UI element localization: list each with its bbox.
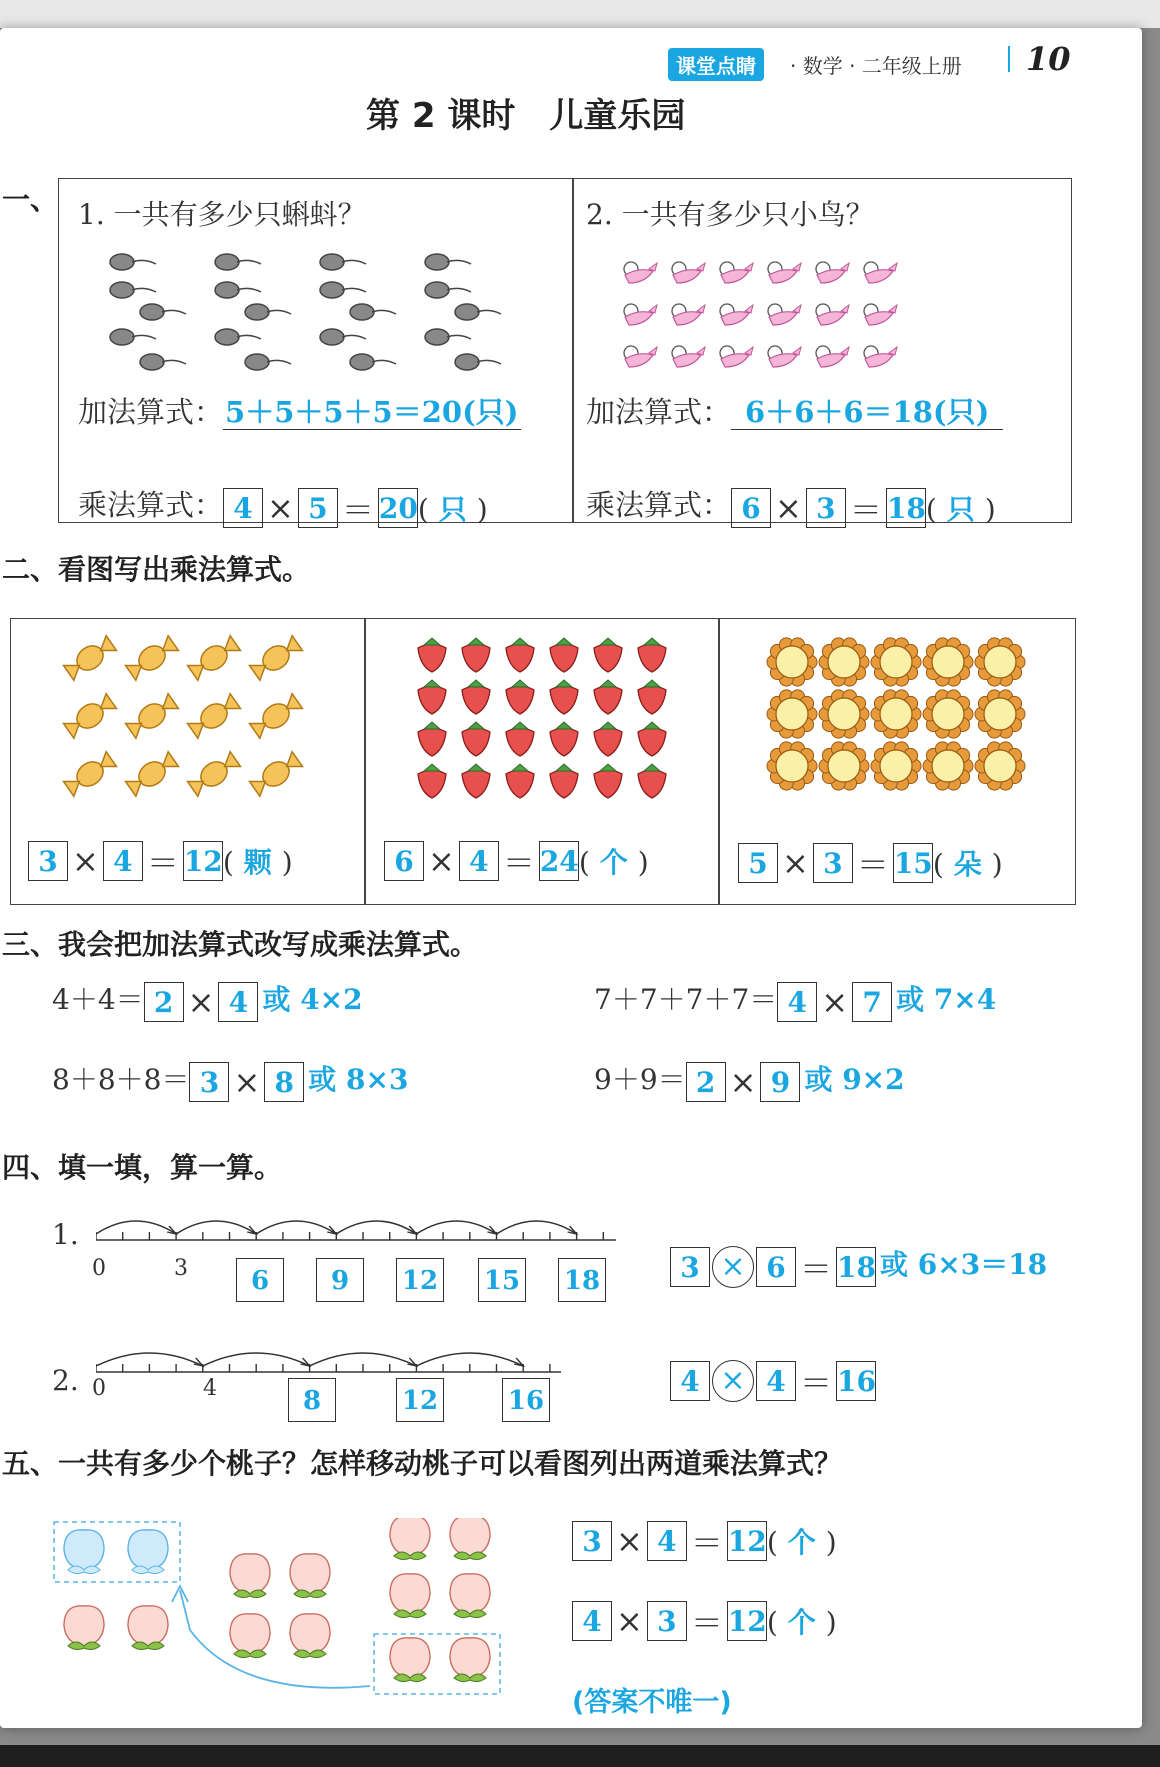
- numberline-1: [96, 1196, 626, 1256]
- s2-strawberry-factor-a: 6: [384, 841, 424, 881]
- bird-icon: [768, 346, 801, 367]
- s5-eq1-factor-a: 3: [572, 1521, 612, 1561]
- s4-2-product: 16: [836, 1361, 876, 1401]
- jump-arc: [96, 1221, 176, 1234]
- numberline-1-box: 12: [396, 1258, 444, 1302]
- tadpole-icon: [110, 254, 156, 270]
- tadpole-icon: [425, 254, 471, 270]
- viewer-bottom-bar: [0, 1745, 1160, 1767]
- section-1-number: 一、: [2, 183, 59, 216]
- s3-alt-2: 或 7×4: [896, 983, 997, 1016]
- worksheet-page: [0, 28, 1142, 1728]
- candy-icon: [186, 634, 241, 682]
- candy-icon: [62, 634, 117, 682]
- s2-candy-factor-b: 4: [103, 841, 143, 881]
- numberline-1-tick-3: 3: [174, 1256, 188, 1281]
- flower-icon: [767, 638, 817, 686]
- tadpole-icon: [320, 282, 366, 298]
- strawberry-icon: [550, 722, 578, 756]
- flower-icon: [819, 638, 869, 686]
- flower-icon: [819, 690, 869, 738]
- q1-add-label: 加法算式：: [78, 395, 224, 429]
- lparen: (: [222, 846, 234, 879]
- s5-eq2-factor-a: 4: [572, 1601, 612, 1641]
- s4-2-factor-b: 4: [756, 1361, 796, 1401]
- equals-sign: ＝: [502, 844, 535, 882]
- numberline-2-box: 8: [288, 1378, 336, 1422]
- s3-factor-a-1: 2: [144, 982, 184, 1022]
- s4-1-factor-b: 6: [756, 1247, 796, 1287]
- s3-alt-3: 或 8×3: [308, 1063, 409, 1096]
- question-1-text: 1. 一共有多少只蝌蚪？: [78, 198, 366, 231]
- s2-candy-factor-a: 3: [28, 841, 68, 881]
- s2-flower-product: 15: [893, 843, 933, 883]
- lparen: (: [417, 492, 429, 526]
- rparen: ): [825, 1606, 837, 1639]
- flower-icon: [923, 638, 973, 686]
- strawberry-icon: [638, 680, 666, 714]
- s3-expr-3: 8＋8＋8＝: [52, 1063, 190, 1096]
- flower-icon: [975, 638, 1025, 686]
- rparen: ): [825, 1526, 837, 1559]
- strawberry-icon: [594, 764, 622, 798]
- s3-factor-b-3: 8: [264, 1062, 304, 1102]
- q2-add-label: 加法算式：: [586, 395, 732, 429]
- tadpole-icon: [110, 329, 156, 345]
- numberline-1-label: 1.: [52, 1218, 79, 1251]
- s2-strawberry-unit: 个: [599, 846, 628, 879]
- tadpole-icon: [215, 329, 261, 345]
- s5-eq1-unit: 个: [787, 1526, 816, 1559]
- tadpole-icon: [215, 282, 261, 298]
- s2-strawberry-product: 24: [539, 841, 579, 881]
- times-sign: ×: [821, 982, 849, 1021]
- s4-2-operator: ×: [712, 1360, 754, 1402]
- s4-1-factor-a: 3: [670, 1247, 710, 1287]
- strawberry-icon: [506, 764, 534, 798]
- s4-2-factor-a: 4: [670, 1361, 710, 1401]
- equals-sign: ＝: [146, 844, 179, 882]
- viewer-top-bar: [0, 0, 1160, 28]
- strawberry-icon: [594, 722, 622, 756]
- rparen: ): [281, 846, 293, 879]
- equals-sign: ＝: [690, 1604, 723, 1642]
- q2-factor-a: 6: [731, 488, 771, 528]
- lparen: (: [932, 848, 944, 881]
- rparen: ): [991, 848, 1003, 881]
- peach-icon: [390, 1638, 430, 1682]
- jump-arc: [416, 1221, 496, 1234]
- equals-sign: ＝: [849, 490, 882, 529]
- tadpole-icon: [425, 282, 471, 298]
- strawberry-icon: [462, 764, 490, 798]
- candy-icon: [62, 692, 117, 740]
- strawberry-icon: [594, 638, 622, 672]
- strawberry-icon: [462, 722, 490, 756]
- s3-factor-b-2: 7: [852, 982, 892, 1022]
- section-4-title: 四、填一填，算一算。: [2, 1151, 283, 1184]
- lparen: (: [766, 1526, 778, 1559]
- q2-unit: 只: [946, 492, 975, 526]
- q1-add-equation: 5＋5＋5＋5＝20(只): [225, 395, 519, 429]
- bird-icon: [720, 304, 753, 325]
- flower-icon: [871, 690, 921, 738]
- jump-arc: [336, 1221, 416, 1234]
- bird-icon: [624, 304, 657, 325]
- header-subject: · 数学 · 二年级上册: [790, 54, 962, 78]
- peach-icon: [290, 1554, 330, 1598]
- equals-sign: ＝: [690, 1524, 723, 1562]
- birds-illustration: [615, 253, 915, 393]
- q1-unit: 只: [438, 492, 467, 526]
- tadpole-icon: [140, 304, 186, 320]
- flower-icon: [767, 742, 817, 790]
- bird-icon: [816, 346, 849, 367]
- numberline-1-box: 18: [558, 1258, 606, 1302]
- numberline-2-box: 12: [396, 1378, 444, 1422]
- numberline-1-box: 6: [236, 1258, 284, 1302]
- strawberries-illustration: [410, 628, 680, 818]
- q1-mul-label: 乘法算式：: [78, 488, 224, 522]
- lesson-title: 第 2 课时 儿童乐园: [366, 96, 686, 136]
- tadpole-icon: [455, 304, 501, 320]
- s3-expr-2: 7＋7＋7＋7＝: [594, 983, 778, 1016]
- tadpole-icon: [215, 254, 261, 270]
- jump-arc: [256, 1221, 336, 1234]
- answer-note: (答案不唯一): [572, 1687, 732, 1718]
- strawberry-icon: [550, 638, 578, 672]
- candy-icon: [186, 692, 241, 740]
- peach-icon: [290, 1614, 330, 1658]
- s3-factor-a-2: 4: [777, 982, 817, 1022]
- strawberry-icon: [638, 722, 666, 756]
- s4-1-operator: ×: [712, 1246, 754, 1288]
- flower-icon: [871, 742, 921, 790]
- times-sign: ×: [428, 842, 455, 880]
- times-sign: ×: [782, 844, 809, 882]
- bird-icon: [672, 304, 705, 325]
- times-sign: ×: [616, 1602, 643, 1640]
- candy-icon: [124, 634, 179, 682]
- peach-icon: [230, 1554, 270, 1598]
- bird-icon: [768, 304, 801, 325]
- peach-icon: [128, 1606, 168, 1650]
- equals-sign: ＝: [800, 1364, 833, 1402]
- candy-icon: [248, 634, 303, 682]
- q1-product: 20: [378, 488, 418, 528]
- s3-alt-1: 或 4×2: [262, 983, 363, 1016]
- page-number: 10: [1026, 40, 1071, 78]
- flower-icon: [975, 690, 1025, 738]
- times-sign: ×: [187, 982, 215, 1021]
- candy-icon: [124, 692, 179, 740]
- strawberry-icon: [462, 680, 490, 714]
- section-3-title: 三、我会把加法算式改写成乘法算式。: [2, 928, 479, 961]
- s3-factor-a-3: 3: [189, 1062, 229, 1102]
- strawberry-icon: [506, 638, 534, 672]
- s2-candy-unit: 颗: [243, 846, 272, 879]
- bird-icon: [720, 346, 753, 367]
- bird-icon: [864, 262, 897, 283]
- times-sign: ×: [729, 1062, 757, 1101]
- rparen: ): [476, 492, 488, 526]
- tadpole-icon: [245, 354, 291, 370]
- tadpole-icon: [425, 329, 471, 345]
- strawberry-icon: [418, 722, 446, 756]
- jump-arc: [497, 1221, 577, 1234]
- bird-icon: [624, 262, 657, 283]
- numberline-1-box: 9: [316, 1258, 364, 1302]
- s2-strawberry-factor-b: 4: [459, 841, 499, 881]
- bird-icon: [816, 304, 849, 325]
- strawberry-icon: [418, 638, 446, 672]
- flower-icon: [923, 742, 973, 790]
- s2-flower-factor-a: 5: [738, 843, 778, 883]
- strawberry-icon: [594, 680, 622, 714]
- strawberry-icon: [638, 764, 666, 798]
- flowers-illustration: [760, 628, 1040, 818]
- numberline-2-label: 2.: [52, 1364, 79, 1397]
- times-sign: ×: [267, 488, 294, 527]
- s4-1-product: 18: [836, 1247, 876, 1287]
- peach-icon: [450, 1574, 490, 1618]
- strawberry-icon: [418, 680, 446, 714]
- q1-factor-a: 4: [223, 488, 263, 528]
- strawberry-icon: [506, 680, 534, 714]
- s3-factor-b-4: 9: [760, 1062, 800, 1102]
- bird-icon: [672, 262, 705, 283]
- rparen: ): [984, 492, 996, 526]
- q2-factor-b: 3: [806, 488, 846, 528]
- numberline-2-box: 16: [502, 1378, 550, 1422]
- s3-factor-b-1: 4: [218, 982, 258, 1022]
- peach-icon: [128, 1530, 168, 1574]
- numberline-2-tick-0: 0: [92, 1376, 106, 1401]
- flower-icon: [975, 742, 1025, 790]
- tadpole-icon: [140, 354, 186, 370]
- candy-icon: [62, 750, 117, 798]
- times-sign: ×: [233, 1062, 261, 1101]
- strawberry-icon: [462, 638, 490, 672]
- bird-icon: [672, 346, 705, 367]
- jump-arc: [176, 1221, 256, 1234]
- peaches-illustration: [40, 1518, 520, 1718]
- s4-1-alt: 或 6×3＝18: [880, 1248, 1048, 1281]
- candy-icon: [124, 750, 179, 798]
- q2-product: 18: [886, 488, 926, 528]
- candy-icon: [248, 692, 303, 740]
- peach-icon: [390, 1574, 430, 1618]
- tadpole-icon: [320, 254, 366, 270]
- tadpole-icon: [350, 304, 396, 320]
- rparen: ): [637, 846, 649, 879]
- numberline-1-box: 15: [478, 1258, 526, 1302]
- s3-factor-a-4: 2: [686, 1062, 726, 1102]
- bird-icon: [864, 304, 897, 325]
- peach-icon: [450, 1638, 490, 1682]
- s2-flower-unit: 朵: [953, 848, 982, 881]
- strawberry-icon: [550, 764, 578, 798]
- s5-eq1-factor-b: 4: [647, 1521, 687, 1561]
- times-sign: ×: [72, 842, 99, 880]
- strawberry-icon: [506, 722, 534, 756]
- q2-mul-label: 乘法算式：: [586, 488, 732, 522]
- arrowhead: [172, 1586, 188, 1602]
- flower-icon: [767, 690, 817, 738]
- tadpole-icon: [320, 329, 366, 345]
- peach-icon: [450, 1518, 490, 1560]
- strawberry-icon: [638, 638, 666, 672]
- s2-candy-product: 12: [183, 841, 223, 881]
- question-2-text: 2. 一共有多少只小鸟？: [586, 198, 874, 231]
- bird-icon: [864, 346, 897, 367]
- peach-icon: [64, 1606, 104, 1650]
- tadpole-icon: [350, 354, 396, 370]
- q2-add-equation: 6＋6＋6＝18(只): [731, 395, 1003, 430]
- peach-icon: [390, 1518, 430, 1560]
- tadpole-icon: [110, 282, 156, 298]
- equals-sign: ＝: [800, 1249, 833, 1288]
- candy-icon: [248, 750, 303, 798]
- s2-flower-factor-b: 3: [813, 843, 853, 883]
- lparen: (: [766, 1606, 778, 1639]
- flower-icon: [923, 690, 973, 738]
- s5-eq1-product: 12: [727, 1521, 767, 1561]
- s5-eq2-factor-b: 3: [647, 1601, 687, 1641]
- s5-eq2-unit: 个: [787, 1606, 816, 1639]
- section-5-title: 五、一共有多少个桃子？怎样移动桃子可以看图列出两道乘法算式？: [2, 1447, 843, 1480]
- lparen: (: [578, 846, 590, 879]
- peach-icon: [64, 1530, 104, 1574]
- times-sign: ×: [775, 488, 802, 527]
- numberline-1-tick-0: 0: [92, 1256, 106, 1281]
- lparen: (: [925, 492, 937, 526]
- equals-sign: ＝: [856, 846, 889, 884]
- s3-alt-4: 或 9×2: [804, 1063, 905, 1096]
- strawberry-icon: [550, 680, 578, 714]
- times-sign: ×: [616, 1522, 643, 1560]
- strawberry-icon: [418, 764, 446, 798]
- s3-expr-4: 9＋9＝: [594, 1063, 686, 1096]
- tadpole-icon: [245, 304, 291, 320]
- bird-icon: [624, 346, 657, 367]
- flower-icon: [819, 742, 869, 790]
- section-2-title: 二、看图写出乘法算式。: [2, 553, 311, 586]
- equals-sign: ＝: [341, 490, 374, 529]
- tadpoles-illustration: [108, 250, 528, 390]
- header-divider: [1008, 46, 1010, 72]
- s3-expr-1: 4＋4＝: [52, 983, 144, 1016]
- header-badge: 课堂点睛: [668, 48, 764, 81]
- bird-icon: [720, 262, 753, 283]
- q1-factor-b: 5: [298, 488, 338, 528]
- candies-illustration: [60, 628, 310, 818]
- peach-icon: [230, 1614, 270, 1658]
- numberline-2-tick-4: 4: [203, 1376, 217, 1401]
- tadpole-icon: [455, 354, 501, 370]
- move-arrow: [180, 1590, 370, 1688]
- bird-icon: [816, 262, 849, 283]
- flower-icon: [871, 638, 921, 686]
- bird-icon: [768, 262, 801, 283]
- s5-eq2-product: 12: [727, 1601, 767, 1641]
- candy-icon: [186, 750, 241, 798]
